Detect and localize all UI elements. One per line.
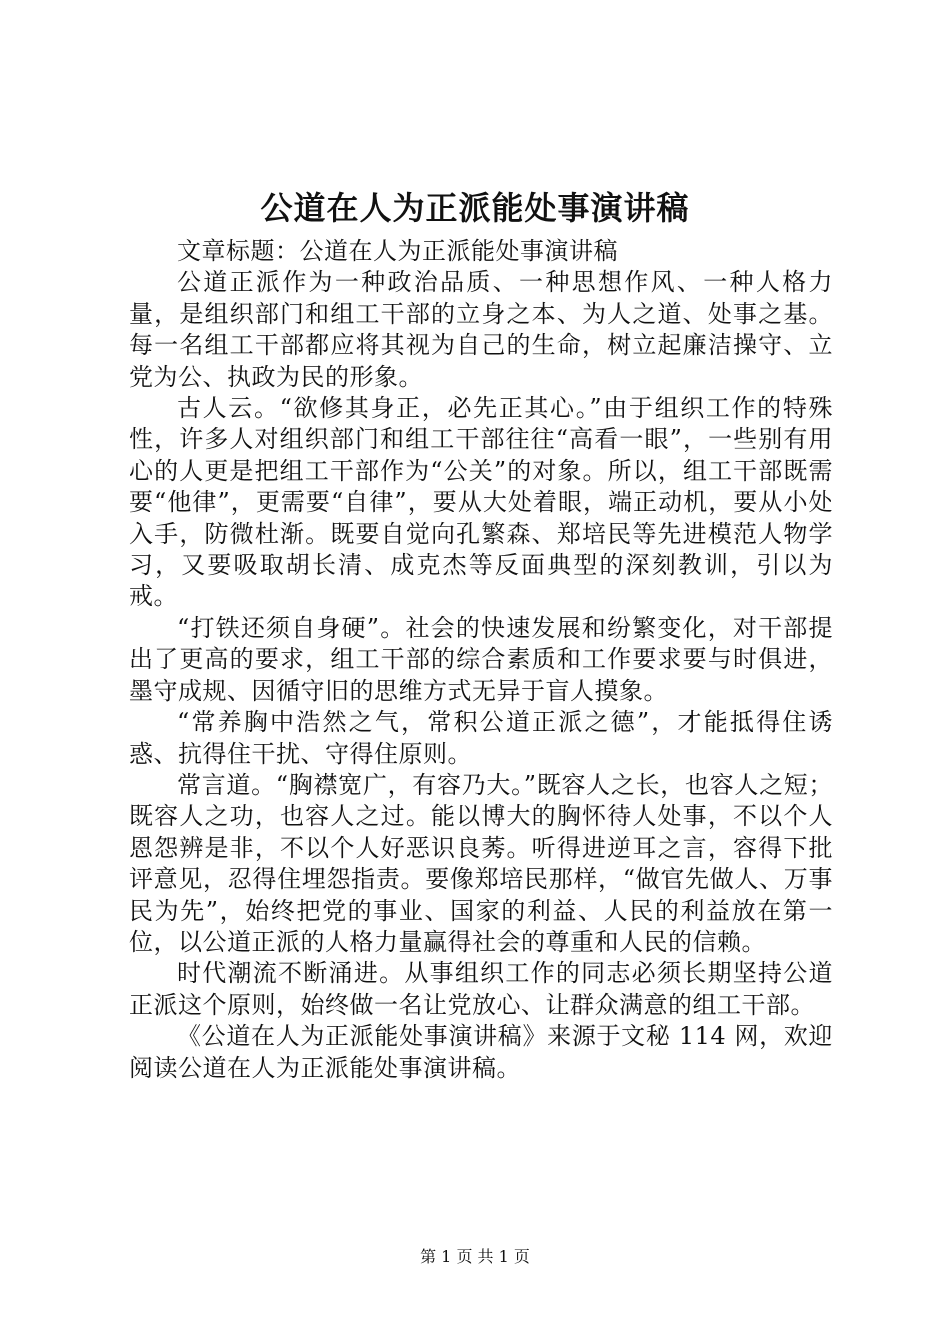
paragraph-source-note: 《公道在人为正派能处事演讲稿》来源于文秘 114 网，欢迎阅读公道在人为正派能处事演讲稿。 [129,1022,833,1082]
document-body [129,236,833,1084]
page-number-footer: 第 1 页 共 1 页 [420,1247,530,1266]
document-title: 公道在人为正派能处事演讲稿 [260,189,690,227]
paragraph: “打铁还须自身硬”。社会的快速发展和纷繁变化，对干部提出了更高的要求，组工干部的综合素质和工作要求要与时俱进，墨守成规、因循守旧的思维方式无异于盲人摸象。 [129,613,833,705]
paragraph: “常养胸中浩然之气，常积公道正派之德”，才能抵得住诱惑、抗得住干扰、守得住原则。 [129,708,833,768]
paragraph-article-title: 文章标题：公道在人为正派能处事演讲稿 [177,237,618,265]
paragraph: 时代潮流不断涌进。从事组织工作的同志必须长期坚持公道正派这个原则，始终做一名让党放心、让群众满意的组工干部。 [129,959,833,1019]
paragraph: 古人云。“欲修其身正，必先正其心。”由于组织工作的特殊性，许多人对组织部门和组工干部往往“高看一眼”，一些别有用心的人更是把组工干部作为“公关”的对象。所以，组工干部既需要“他律”，更需要“自律”，要从大处着眼，端正动机，要从小处入手，防微杜渐。既要自觉向孔繁森、郑培民等先进模范人物学习，又要吸取胡长清、成克杰等反面典型的深刻教训，引以为戒。 [129,394,833,611]
paragraph: 常言道。“胸襟宽广，有容乃大。”既容人之长，也容人之短；既容人之功，也容人之过。能以博大的胸怀待人处事，不以个人恩怨辨是非，不以个人好恶识良莠。听得进逆耳之言，容得下批评意见，忍得住埋怨指责。要像郑培民那样，“做官先做人、万事民为先”，始终把党的事业、国家的利益、人民的利益放在第一位，以公道正派的人格力量赢得社会的尊重和人民的信赖。 [129,770,833,956]
paragraph: 公道正派作为一种政治品质、一种思想作风、一种人格力量，是组织部门和组工干部的立身之本、为人之道、处事之基。每一名组工干部都应将其视为自己的生命，树立起廉洁操守、立党为公、执政为民的形象。 [129,268,833,391]
